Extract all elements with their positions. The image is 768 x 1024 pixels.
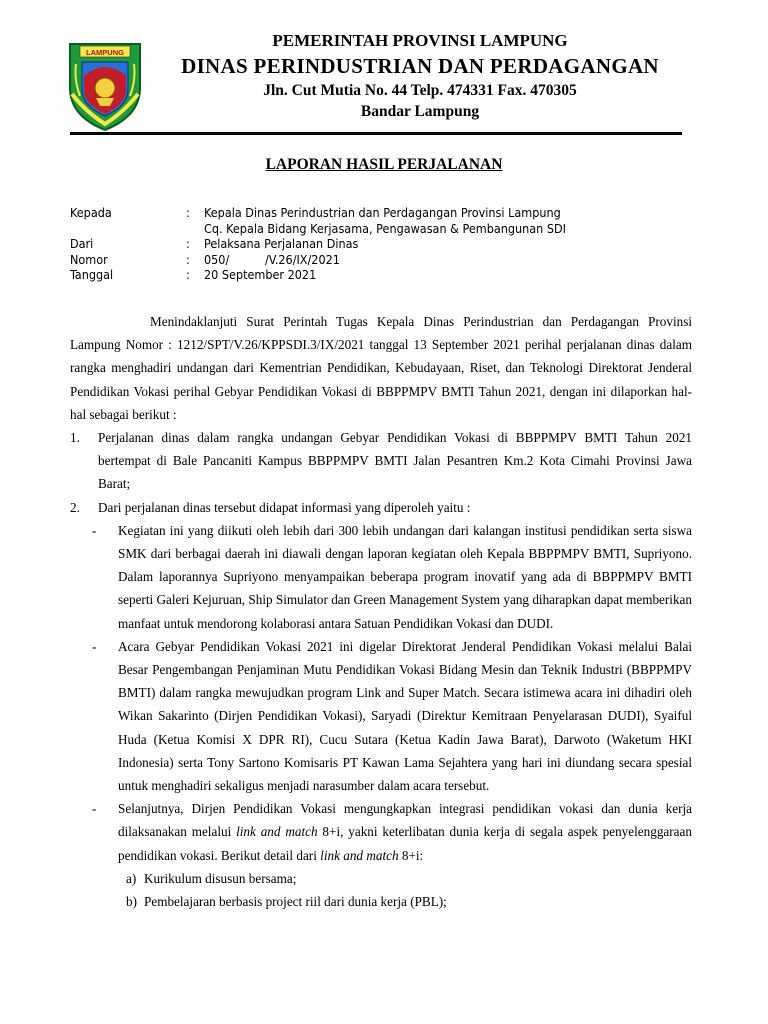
report-body bbox=[70, 310, 692, 913]
lettered-item bbox=[126, 867, 692, 890]
numbered-item bbox=[70, 426, 692, 496]
meta-row bbox=[70, 236, 710, 252]
letterhead bbox=[160, 30, 680, 122]
meta-colon: : bbox=[186, 205, 190, 220]
header-info-table bbox=[70, 205, 710, 283]
meta-key: Kepada bbox=[70, 205, 112, 220]
dash-marker: - bbox=[92, 638, 97, 654]
dash-text-part: 8+i: bbox=[398, 847, 424, 863]
meta-row bbox=[70, 205, 710, 221]
item-text: Kurikulum disusun bersama; bbox=[144, 870, 297, 886]
government-name: PEMERINTAH PROVINSI LAMPUNG bbox=[272, 31, 568, 50]
letterhead-divider bbox=[70, 132, 682, 135]
meta-key bbox=[70, 221, 186, 237]
dash-text-part: Selanjutnya, Dirjen Pendidikan Vokasi mengungkapkan integrasi pendidikan vokasi dan dunia kerja dilaksanakan melalui bbox=[118, 801, 692, 840]
meta-key: Nomor bbox=[70, 251, 108, 267]
meta-colon: : bbox=[186, 251, 190, 267]
meta-row bbox=[70, 221, 710, 237]
item-number: 1. bbox=[70, 430, 80, 446]
dash-item bbox=[92, 519, 692, 635]
meta-colon: : bbox=[186, 236, 190, 251]
meta-value: Kepala Dinas Perindustrian dan Perdagangan Provinsi Lampung bbox=[204, 205, 561, 220]
dash-marker: - bbox=[92, 522, 97, 538]
item-number: 2. bbox=[70, 499, 80, 515]
meta-value: 20 September 2021 bbox=[204, 267, 317, 282]
lampung-emblem-icon bbox=[66, 40, 144, 132]
dash-marker: - bbox=[92, 801, 97, 817]
document-title: LAPORAN HASIL PERJALANAN bbox=[265, 156, 503, 173]
dash-item bbox=[92, 635, 692, 797]
dash-text: Kegiatan ini yang diikuti oleh lebih dari 300 lebih undangan dari kalangan institusi pendidikan serta siswa SMK dari berbagai daerah ini diawali dengan laporan kegiatan oleh Kepala BBPPMPV BMTI, Supriyono. Dalam laporannya Supriyono menyampaikan beberapa program inovatif yang ada di BBPPMPV BMTI seperti Galeri Kejuruan, Ship Simulator dan Green Management System yang diharapkan dapat memberikan manfaat untuk mendorong kolaborasi antara Satuan Pendidikan Vokasi dan DUDI. bbox=[118, 522, 692, 631]
meta-key: Dari bbox=[70, 236, 94, 251]
meta-colon: : bbox=[186, 267, 190, 282]
agency-address: Jln. Cut Mutia No. 44 Telp. 474331 Fax. 470305 bbox=[263, 82, 577, 99]
meta-value: Pelaksana Perjalanan Dinas bbox=[204, 236, 359, 251]
item-text: Perjalanan dinas dalam rangka undangan Gebyar Pendidikan Vokasi di BBPPMPV BMTI Tahun 2021 bertempat di Bale Pancaniti Kampus BBPPMPV BMTI Jalan Pesantren Km.2 Kota Cimahi Provinsi Jawa Barat; bbox=[98, 430, 692, 492]
italic-term: link and match bbox=[320, 847, 399, 863]
italic-term: link and match bbox=[236, 824, 318, 840]
meta-value: 050/ /V.26/IX/2021 bbox=[204, 251, 340, 267]
item-text: Dari perjalanan dinas tersebut didapat informasi yang diperoleh yaitu : bbox=[98, 499, 471, 515]
meta-colon bbox=[186, 221, 204, 237]
meta-value: Cq. Kepala Bidang Kerjasama, Pengawasan & Pembangunan SDI bbox=[204, 220, 566, 236]
lettered-item bbox=[126, 890, 692, 913]
item-letter: a) bbox=[126, 870, 137, 886]
agency-name: DINAS PERINDUSTRIAN DAN PERDAGANGAN bbox=[181, 54, 659, 78]
numbered-item bbox=[70, 496, 692, 519]
intro-paragraph: Menindaklanjuti Surat Perintah Tugas Kepala Dinas Perindustrian dan Perdagangan Provinsi Lampung Nomor : 1212/SPT/V.26/KPPSDI.3/IX/2021 tanggal 13 September 2021 perihal perjalanan dinas dalam rangka menghadiri undangan dari Kementrian Pendidikan, Kebudayaan, Riset, dan Teknologi Direktorat Jenderal Pendidikan Vokasi perihal Gebyar Pendidikan Vokasi di BBPPMPV BMTI Tahun 2021, dengan ini dilaporkan hal-hal sebagai berikut : bbox=[70, 314, 692, 422]
svg-text:LAMPUNG: LAMPUNG bbox=[86, 48, 124, 57]
item-text: Pembelajaran berbasis project riil dari dunia kerja (PBL); bbox=[144, 894, 447, 910]
meta-row bbox=[70, 252, 710, 268]
dash-text: Acara Gebyar Pendidikan Vokasi 2021 ini digelar Direktorat Jenderal Pendidikan Vokasi melalui Balai Besar Pengembangan Penjaminan Mutu Pendidikan Vokasi Bidang Mesin dan Teknik Industri (BBPPMPV BMTI) dalam rangka mewujudkan program Link and Super Match. Secara istimewa acara ini dihadiri oleh Wikan Sakarinto (Dirjen Pendidikan Vokasi), Saryadi (Direktur Kemitraan Penyelarasan DUDI), Syaiful Huda (Ketua Komisi X DPR RI), Cucu Sutara (Ketua Kadin Jawa Barat), Darwoto (Waketum HKI Indonesia) serta Tony Sartono Komisaris PT Kawan Lama Sejahtera yang hari ini diundang secara spesial untuk menghadiri sekaligus menjadi narasumber dalam acara tersebut. bbox=[118, 638, 692, 794]
meta-row bbox=[70, 267, 710, 283]
agency-city: Bandar Lampung bbox=[360, 103, 480, 120]
dash-item bbox=[92, 797, 692, 867]
dash-text bbox=[118, 797, 692, 867]
meta-key: Tanggal bbox=[70, 267, 114, 282]
dash-text-part: 8+i, yakni keterlibatan dunia kerja di segala aspek penyelenggaraan pendidikan vokasi. Berikut detail dari bbox=[118, 824, 692, 863]
item-letter: b) bbox=[126, 894, 137, 910]
